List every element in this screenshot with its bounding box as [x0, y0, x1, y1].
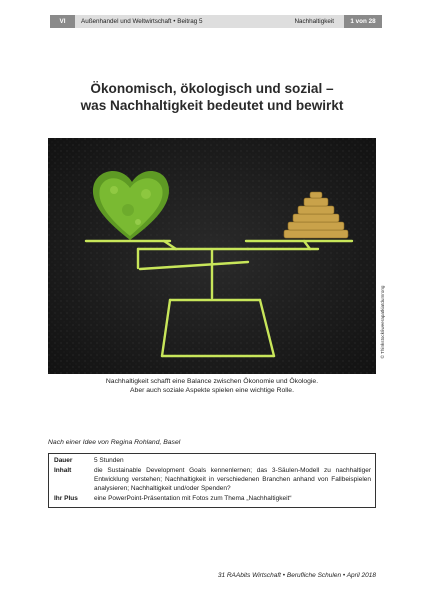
dauer-label: Dauer: [54, 457, 73, 464]
page-header: [50, 15, 382, 28]
figure-caption: [48, 377, 376, 395]
caption-line-2: Aber auch soziale Aspekte spielen eine wichtige Rolle.: [130, 387, 294, 394]
title-line-2: was Nachhaltigkeit bedeutet und bewirkt: [80, 98, 344, 113]
author-credit: Nach einer Idee von Regina Rohland, Basel: [48, 439, 181, 446]
page-title: [40, 80, 384, 114]
info-row-inhalt: [54, 467, 371, 493]
info-row-dauer: [54, 457, 371, 466]
title-line-1: Ökonomisch, ökologisch und sozial –: [90, 81, 334, 96]
page-number: 1 von 28: [344, 15, 382, 28]
header-tag: Nachhaltigkeit: [294, 18, 334, 25]
plus-label: Ihr Plus: [54, 495, 78, 503]
header-bar: [75, 15, 344, 28]
balance-photo: [48, 138, 376, 374]
header-topic: Außenhandel und Weltwirtschaft • Beitrag 5: [81, 18, 203, 25]
inhalt-value: die Sustainable Development Goals kennenlernen; das 3-Säulen-Modell zu nachhaltiger Entwicklung verstehen; Nachhaltigkeit in verschiedenen Branchen anhand von Fallbeispielen analysieren; Nachhaltigkeit und/oder Spenden?: [94, 467, 371, 492]
info-row-plus: [54, 495, 371, 504]
plus-value: eine PowerPoint-Präsentation mit Fotos zum Thema „Nachhaltigkeit“: [94, 495, 292, 503]
info-box: [48, 453, 376, 508]
page-footer: 31 RAAbits Wirtschaft • Berufliche Schulen • April 2018: [217, 572, 376, 579]
caption-line-1: Nachhaltigkeit schafft eine Balance zwischen Ökonomie und Ökologie.: [105, 378, 319, 385]
section-badge: VI: [50, 15, 75, 28]
balance-scale-illustration: [48, 138, 376, 374]
image-credit: © Thinkstock/iweerapatkiatdumrong: [380, 285, 385, 359]
inhalt-label: Inhalt: [54, 467, 72, 475]
dauer-value: 5 Stunden: [94, 457, 124, 464]
